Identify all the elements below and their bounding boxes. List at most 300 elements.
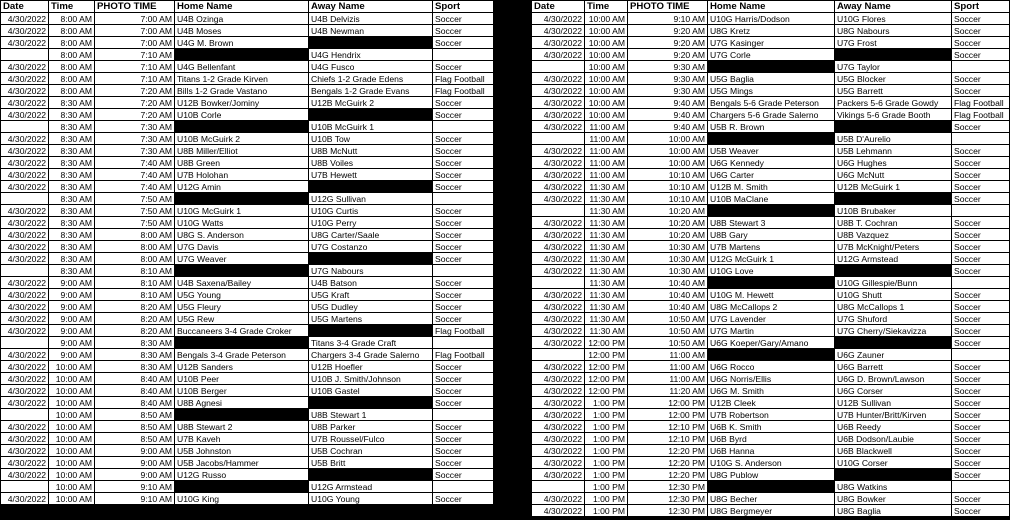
sport-cell: Soccer [952, 325, 1010, 337]
table-row [1, 49, 494, 61]
date-cell: 4/30/2022 [1, 157, 49, 169]
photo-time-cell: 7:30 AM [95, 133, 175, 145]
photo-time-cell: 12:20 PM [628, 469, 708, 481]
away-name-cell: U4B Batson [309, 277, 433, 289]
photo-time-cell: 7:50 AM [95, 205, 175, 217]
away-name-cell: U10G Corser [835, 457, 952, 469]
photo-time-cell: 7:10 AM [95, 61, 175, 73]
photo-time-cell: 9:30 AM [628, 85, 708, 97]
away-name-cell: U10G Perry [309, 217, 433, 229]
table-row [532, 301, 1010, 313]
photo-time-cell: 9:20 AM [628, 25, 708, 37]
sport-cell: Soccer [952, 13, 1010, 25]
date-cell: 4/30/2022 [1, 241, 49, 253]
home-name-cell: U6G Koeper/Gary/Amano [708, 337, 835, 349]
table-row [1, 445, 494, 457]
time-cell: 11:30 AM [585, 217, 628, 229]
home-name-cell: U7B Martens [708, 241, 835, 253]
photo-time-cell: 10:20 AM [628, 217, 708, 229]
time-cell: 11:00 AM [585, 133, 628, 145]
time-cell: 10:00 AM [49, 421, 95, 433]
away-name-cell: Chiefs 1-2 Grade Edens [309, 73, 433, 85]
away-name-cell [309, 181, 433, 193]
date-cell: 4/30/2022 [532, 241, 585, 253]
photo-time-cell: 7:00 AM [95, 37, 175, 49]
date-cell: 4/30/2022 [532, 421, 585, 433]
photo-time-cell: 9:00 AM [95, 445, 175, 457]
date-cell: 4/30/2022 [1, 85, 49, 97]
home-name-cell: U10B Berger [175, 385, 309, 397]
table-row [1, 301, 494, 313]
away-name-cell: U12G Armstead [835, 253, 952, 265]
home-name-cell: U7B Holohan [175, 169, 309, 181]
sport-cell: Soccer [952, 421, 1010, 433]
time-cell: 11:30 AM [585, 325, 628, 337]
home-name-cell: U6G Rocco [708, 361, 835, 373]
photo-time-cell: 10:00 AM [628, 157, 708, 169]
away-name-cell: U12B McGuirk 1 [835, 181, 952, 193]
home-name-header: Home Name [175, 1, 309, 13]
time-cell: 9:00 AM [49, 349, 95, 361]
away-name-cell: U8B Stewart 1 [309, 409, 433, 421]
photo-time-cell: 7:40 AM [95, 169, 175, 181]
table-row [532, 49, 1010, 61]
time-cell: 9:00 AM [49, 289, 95, 301]
away-name-cell: U8B Parker [309, 421, 433, 433]
date-header: Date [532, 1, 585, 13]
photo-time-cell: 12:30 PM [628, 493, 708, 505]
sport-cell: Soccer [433, 493, 494, 505]
home-name-cell: U7B Robertson [708, 409, 835, 421]
home-name-cell: U8G Becher [708, 493, 835, 505]
table-row [1, 433, 494, 445]
date-cell: 4/30/2022 [532, 385, 585, 397]
sport-header: Sport [433, 1, 494, 13]
table-row [1, 85, 494, 97]
date-cell: 4/30/2022 [1, 289, 49, 301]
home-name-cell: Chargers 5-6 Grade Salerno [708, 109, 835, 121]
sport-cell [433, 337, 494, 349]
sport-cell: Soccer [952, 433, 1010, 445]
table-row [1, 457, 494, 469]
table-row [532, 277, 1010, 289]
photo-time-cell: 7:50 AM [95, 193, 175, 205]
table-row [532, 421, 1010, 433]
away-name-cell: U5B Lehmann [835, 145, 952, 157]
time-cell: 8:00 AM [49, 85, 95, 97]
home-name-cell: Bengals 3-4 Grade Peterson [175, 349, 309, 361]
table-row [532, 445, 1010, 457]
sport-cell: Soccer [952, 121, 1010, 133]
sport-cell: Soccer [952, 457, 1010, 469]
date-cell: 4/30/2022 [532, 157, 585, 169]
table-row [532, 385, 1010, 397]
photo-time-cell: 9:20 AM [628, 37, 708, 49]
table-row [532, 193, 1010, 205]
table-row [1, 397, 494, 409]
sport-header: Sport [952, 1, 1010, 13]
date-cell: 4/30/2022 [532, 313, 585, 325]
time-cell: 9:00 AM [49, 325, 95, 337]
away-name-cell [835, 469, 952, 481]
away-name-cell [835, 193, 952, 205]
date-cell [1, 481, 49, 493]
home-name-cell: U5G Mings [708, 85, 835, 97]
home-name-cell: U12B Cleek [708, 397, 835, 409]
date-cell: 4/30/2022 [1, 145, 49, 157]
date-cell: 4/30/2022 [532, 253, 585, 265]
home-name-cell [708, 205, 835, 217]
sport-cell: Soccer [952, 397, 1010, 409]
time-cell: 1:00 PM [585, 493, 628, 505]
home-name-cell: U7G Weaver [175, 253, 309, 265]
sport-cell: Soccer [433, 229, 494, 241]
table-row [1, 469, 494, 481]
home-name-cell: U5G Young [175, 289, 309, 301]
away-name-cell: U10B J. Smith/Johnson [309, 373, 433, 385]
home-name-cell: U8G S. Anderson [175, 229, 309, 241]
table-row [532, 205, 1010, 217]
table-row [1, 409, 494, 421]
table-row [532, 409, 1010, 421]
away-name-cell: U8B Vazquez [835, 229, 952, 241]
time-cell: 9:00 AM [49, 301, 95, 313]
time-cell: 12:00 PM [585, 337, 628, 349]
time-cell: 8:30 AM [49, 133, 95, 145]
date-cell: 4/30/2022 [532, 37, 585, 49]
away-name-cell: U8B McNutt [309, 145, 433, 157]
photo-time-cell: 11:20 AM [628, 385, 708, 397]
date-cell: 4/30/2022 [1, 313, 49, 325]
sport-cell: Soccer [952, 85, 1010, 97]
photo-time-cell: 7:40 AM [95, 157, 175, 169]
time-cell: 11:30 AM [585, 301, 628, 313]
photo-time-cell: 8:20 AM [95, 313, 175, 325]
away-name-cell: U5B Cochran [309, 445, 433, 457]
sport-cell [433, 409, 494, 421]
photo-time-cell: 8:10 AM [95, 265, 175, 277]
time-cell: 8:30 AM [49, 109, 95, 121]
time-cell: 10:00 AM [585, 85, 628, 97]
sport-cell: Soccer [952, 193, 1010, 205]
date-cell: 4/30/2022 [532, 229, 585, 241]
date-cell [1, 409, 49, 421]
date-cell: 4/30/2022 [1, 469, 49, 481]
date-cell: 4/30/2022 [532, 217, 585, 229]
away-name-cell: U6G Barrett [835, 361, 952, 373]
away-name-cell: Vikings 5-6 Grade Booth [835, 109, 952, 121]
home-name-cell: U4G M. Brown [175, 37, 309, 49]
table-row [1, 145, 494, 157]
home-name-cell: U7G Lavender [708, 313, 835, 325]
time-cell: 8:30 AM [49, 97, 95, 109]
date-cell: 4/30/2022 [1, 385, 49, 397]
date-cell: 4/30/2022 [1, 277, 49, 289]
photo-time-header: PHOTO TIME [95, 1, 175, 13]
home-name-cell [708, 349, 835, 361]
sport-cell: Soccer [433, 61, 494, 73]
home-name-cell: U4G Bellenfant [175, 61, 309, 73]
home-name-cell: U7G Kasinger [708, 37, 835, 49]
sport-cell: Flag Football [433, 85, 494, 97]
date-cell: 4/30/2022 [1, 25, 49, 37]
date-cell: 4/30/2022 [1, 457, 49, 469]
photo-time-cell: 12:00 PM [628, 397, 708, 409]
away-name-cell [835, 121, 952, 133]
table-row [1, 289, 494, 301]
away-name-cell: U4B Delvizis [309, 13, 433, 25]
time-header: Time [585, 1, 628, 13]
away-name-cell: U6G McNutt [835, 169, 952, 181]
sport-cell: Soccer [433, 37, 494, 49]
away-name-cell: U6G Hughes [835, 157, 952, 169]
time-cell: 11:00 AM [585, 121, 628, 133]
header-row [532, 1, 1010, 13]
sport-cell [952, 277, 1010, 289]
table-row [532, 241, 1010, 253]
photo-time-cell: 9:20 AM [628, 49, 708, 61]
home-name-cell: U8B Stewart 3 [708, 217, 835, 229]
home-name-cell: U12B Bowker/Jominy [175, 97, 309, 109]
home-name-cell: U5G Rew [175, 313, 309, 325]
sport-cell: Soccer [952, 289, 1010, 301]
home-name-cell: U10G McGuirk 1 [175, 205, 309, 217]
sport-cell [433, 481, 494, 493]
photo-time-cell: 10:40 AM [628, 301, 708, 313]
table-row [1, 157, 494, 169]
sport-cell: Soccer [952, 445, 1010, 457]
date-cell: 4/30/2022 [532, 121, 585, 133]
away-name-cell [309, 397, 433, 409]
table-row [1, 97, 494, 109]
sport-cell: Soccer [433, 241, 494, 253]
home-name-cell: U4B Moses [175, 25, 309, 37]
time-cell: 8:30 AM [49, 157, 95, 169]
home-name-cell: U8B Miller/Elliot [175, 145, 309, 157]
away-name-cell: Bengals 1-2 Grade Evans [309, 85, 433, 97]
away-name-cell: U4G Hendrix [309, 49, 433, 61]
home-name-cell: U10G M. Hewett [708, 289, 835, 301]
time-cell: 10:00 AM [49, 493, 95, 505]
home-name-cell: U7G Davis [175, 241, 309, 253]
date-cell: 4/30/2022 [532, 193, 585, 205]
time-cell: 10:00 AM [49, 397, 95, 409]
home-name-header: Home Name [708, 1, 835, 13]
sport-cell: Soccer [433, 397, 494, 409]
schedule-table-right [531, 0, 1010, 517]
sport-cell [433, 193, 494, 205]
home-name-cell: Bills 1-2 Grade Vastano [175, 85, 309, 97]
time-cell: 1:00 PM [585, 445, 628, 457]
date-cell: 4/30/2022 [532, 97, 585, 109]
home-name-cell: U8B Stewart 2 [175, 421, 309, 433]
photo-time-cell: 7:50 AM [95, 217, 175, 229]
home-name-cell: U8G Publow [708, 469, 835, 481]
date-cell: 4/30/2022 [532, 49, 585, 61]
away-name-cell: U7G Taylor [835, 61, 952, 73]
table-row [532, 13, 1010, 25]
sport-cell: Soccer [433, 253, 494, 265]
photo-time-cell: 7:40 AM [95, 181, 175, 193]
photo-time-cell: 8:00 AM [95, 253, 175, 265]
sport-cell: Soccer [952, 241, 1010, 253]
table-row [1, 349, 494, 361]
date-cell: 4/30/2022 [532, 397, 585, 409]
date-cell [1, 337, 49, 349]
sport-cell: Soccer [433, 421, 494, 433]
photo-time-cell: 10:20 AM [628, 229, 708, 241]
photo-time-cell: 8:10 AM [95, 289, 175, 301]
away-name-cell: U7G Nabours [309, 265, 433, 277]
away-name-cell: U8G Bowker [835, 493, 952, 505]
away-name-cell: U8B Voiles [309, 157, 433, 169]
table-row [1, 37, 494, 49]
sport-cell: Soccer [433, 145, 494, 157]
home-name-cell [175, 121, 309, 133]
date-cell: 4/30/2022 [1, 361, 49, 373]
date-cell: 4/30/2022 [1, 181, 49, 193]
sport-cell: Soccer [433, 361, 494, 373]
table-row [1, 313, 494, 325]
sport-cell: Soccer [433, 169, 494, 181]
photo-time-header: PHOTO TIME [628, 1, 708, 13]
table-row [1, 385, 494, 397]
home-name-cell [708, 61, 835, 73]
away-name-cell [835, 337, 952, 349]
away-name-cell: U12G Armstead [309, 481, 433, 493]
sport-cell: Soccer [433, 469, 494, 481]
away-name-cell: U8B T. Cochran [835, 217, 952, 229]
sport-cell: Soccer [433, 97, 494, 109]
away-name-cell: U6B Reedy [835, 421, 952, 433]
time-cell: 8:00 AM [49, 37, 95, 49]
away-name-cell: U12G Sullivan [309, 193, 433, 205]
sport-cell: Soccer [433, 13, 494, 25]
date-cell [532, 349, 585, 361]
time-cell: 8:00 AM [49, 13, 95, 25]
sport-cell [952, 481, 1010, 493]
sport-cell [433, 265, 494, 277]
time-cell: 8:30 AM [49, 205, 95, 217]
date-cell: 4/30/2022 [532, 325, 585, 337]
date-cell: 4/30/2022 [532, 73, 585, 85]
time-cell: 1:00 PM [585, 433, 628, 445]
sport-cell: Soccer [433, 313, 494, 325]
table-row [532, 61, 1010, 73]
time-cell: 11:30 AM [585, 277, 628, 289]
photo-time-cell: 8:40 AM [95, 385, 175, 397]
away-name-cell: U4G Fusco [309, 61, 433, 73]
photo-time-cell: 9:10 AM [628, 13, 708, 25]
date-cell: 4/30/2022 [532, 457, 585, 469]
away-name-cell: U5B Britt [309, 457, 433, 469]
time-cell: 1:00 PM [585, 421, 628, 433]
sport-cell: Flag Football [433, 325, 494, 337]
time-cell: 1:00 PM [585, 469, 628, 481]
time-cell: 10:00 AM [585, 25, 628, 37]
date-cell: 4/30/2022 [1, 97, 49, 109]
time-cell: 10:00 AM [49, 409, 95, 421]
photo-time-cell: 9:10 AM [95, 493, 175, 505]
sport-cell: Flag Football [952, 109, 1010, 121]
photo-time-cell: 10:50 AM [628, 313, 708, 325]
home-name-cell [708, 481, 835, 493]
away-name-cell: U10B Gastel [309, 385, 433, 397]
time-cell: 10:00 AM [49, 385, 95, 397]
photo-time-cell: 12:10 PM [628, 421, 708, 433]
photo-time-cell: 10:40 AM [628, 277, 708, 289]
photo-time-cell: 7:30 AM [95, 145, 175, 157]
table-row [1, 25, 494, 37]
date-cell [1, 265, 49, 277]
sport-cell: Soccer [433, 109, 494, 121]
photo-time-cell: 9:00 AM [95, 457, 175, 469]
sport-cell: Soccer [433, 301, 494, 313]
away-name-cell: U10B Tow [309, 133, 433, 145]
table-row [1, 73, 494, 85]
table-row [532, 397, 1010, 409]
photo-time-cell: 7:20 AM [95, 85, 175, 97]
date-cell [532, 481, 585, 493]
sport-cell: Soccer [952, 313, 1010, 325]
time-header: Time [49, 1, 95, 13]
photo-time-cell: 10:50 AM [628, 337, 708, 349]
table-row [1, 325, 494, 337]
sport-cell: Soccer [433, 445, 494, 457]
photo-time-cell: 10:00 AM [628, 133, 708, 145]
home-name-cell: Bengals 5-6 Grade Peterson [708, 97, 835, 109]
away-name-cell: U12B Sullivan [835, 397, 952, 409]
photo-time-cell: 7:30 AM [95, 121, 175, 133]
home-name-cell: U6G Carter [708, 169, 835, 181]
away-name-cell: U6B Blackwell [835, 445, 952, 457]
home-name-cell: U12G Amin [175, 181, 309, 193]
home-name-cell: U5B Johnston [175, 445, 309, 457]
sport-cell: Soccer [952, 229, 1010, 241]
home-name-cell: U5G Fleury [175, 301, 309, 313]
away-name-cell: U5G Kraft [309, 289, 433, 301]
date-cell: 4/30/2022 [1, 217, 49, 229]
photo-time-cell: 10:30 AM [628, 253, 708, 265]
sport-cell [952, 133, 1010, 145]
date-cell: 4/30/2022 [1, 397, 49, 409]
sport-cell: Soccer [952, 73, 1010, 85]
table-row [532, 313, 1010, 325]
photo-time-cell: 12:30 PM [628, 481, 708, 493]
photo-time-cell: 11:00 AM [628, 349, 708, 361]
time-cell: 12:00 PM [585, 373, 628, 385]
photo-time-cell: 8:30 AM [95, 361, 175, 373]
photo-time-cell: 12:00 PM [628, 409, 708, 421]
sport-cell [433, 49, 494, 61]
home-name-cell [175, 337, 309, 349]
home-name-cell: U8B Agnesi [175, 397, 309, 409]
photo-time-cell: 9:40 AM [628, 121, 708, 133]
sport-cell: Soccer [433, 157, 494, 169]
date-cell: 4/30/2022 [532, 109, 585, 121]
date-cell: 4/30/2022 [1, 445, 49, 457]
table-row [1, 277, 494, 289]
time-cell: 1:00 PM [585, 505, 628, 517]
table-row [532, 109, 1010, 121]
table-row [1, 421, 494, 433]
sport-cell: Soccer [952, 505, 1010, 517]
photo-time-cell: 7:20 AM [95, 97, 175, 109]
sport-cell [952, 205, 1010, 217]
photo-time-cell: 8:50 AM [95, 409, 175, 421]
away-name-cell: U7B Hunter/Britt/Kirven [835, 409, 952, 421]
sport-cell: Soccer [952, 265, 1010, 277]
